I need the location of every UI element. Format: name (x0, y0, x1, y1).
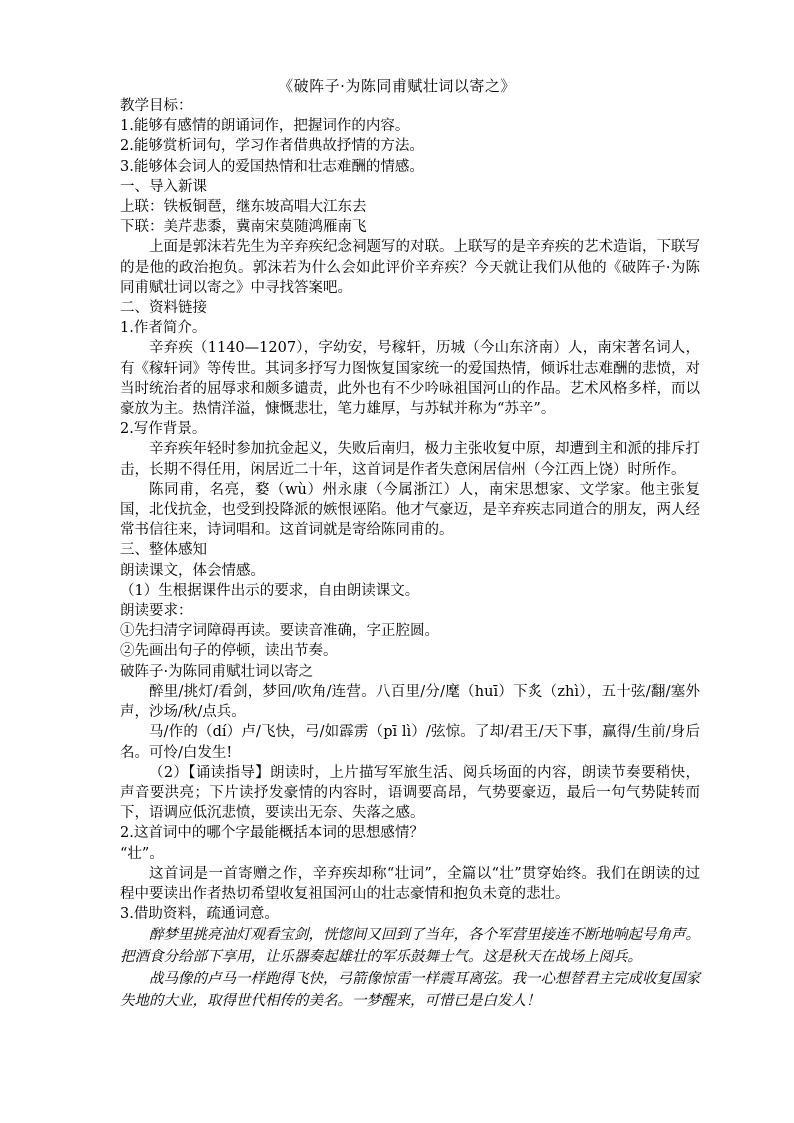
paragraph: （2）【诵读指导】朗读时，上片描写军旅生活、阅兵场面的内容，朗读节奏要稍快，声音要洪亮；下片读抒发豪情的内容时，语调要高昂，气势要豪迈，最后一句气势陡转而下，语调应低沉悲愤，要读出无奈、失落之感。 (120, 764, 700, 822)
paragraph: 陈同甫，名亮，婺（wù）州永康（今属浙江）人，南宋思想家、文学家。他主张复国，北伐抗金，也受到投降派的嫉恨诬陷。他才气豪迈，是辛弃疾志同道合的朋友，两人经常书信往来，诗词唱和。这首词就是寄给陈同甫的。 (120, 481, 700, 539)
text-line: 上联：铁板铜琶，继东坡高唱大江东去 (120, 199, 367, 216)
text-line: 朗读要求： (120, 603, 193, 620)
text-line: 1.能够有感情的朗诵词作，把握词作的内容。 (120, 118, 410, 135)
text-line: 下联：美芹悲黍，冀南宋莫随鸿雁南飞 (120, 219, 367, 236)
text-line: 朗读课文，体会情感。 (120, 562, 265, 579)
paragraph: 醉梦里挑亮油灯观看宝剑，恍惚间又回到了当年，各个军营里接连不断地响起号角声。把酒食分给部下享用，让乐器奏起雄壮的军乐鼓舞士气。这是秋天在战场上阅兵。 (120, 927, 700, 966)
document-title: 《破阵子·为陈同甫赋壮词以寄之》 (278, 77, 516, 95)
text-line: 3.借助资料，疏通词意。 (120, 906, 279, 923)
paragraph: 马/作的（dí）卢/飞快，弓/如霹雳（pī lì）/弦惊。了却/君王/天下事，赢得/生前/身后名。可怜/白发生! (120, 724, 700, 761)
text-line: 教学目标： (120, 98, 193, 114)
paragraph: 辛弃疾（1140—1207），字幼安，号稼轩，历城（今山东济南）人，南宋著名词人，有《稼轩词》等传世。其词多抒写力图恢复国家统一的爱国热情，倾诉壮志难酬的悲愤，对当时统治者的屈辱求和颇多谴责，此外也有不少吟咏祖国河山的作品。艺术风格多样，而以豪放为主。热情洋溢，慷慨悲壮，笔力雄厚，与苏轼并称为“苏辛”。 (120, 340, 700, 418)
document-body (120, 96, 700, 1012)
text-line: （1）生根据课件出示的要求，自由朗读课文。 (120, 582, 420, 599)
paragraph: 上面是郭沫若先生为辛弃疾纪念祠题写的对联。上联写的是辛弃疾的艺术造诣，下联写的是他的政治抱负。郭沫若为什么会如此评价辛弃疾？今天就让我们从他的《破阵子·为陈同甫赋壮词以寄之》中寻找答案吧。 (120, 239, 700, 296)
text-line: 3.能够体会词人的爱国热情和壮志难酬的情感。 (120, 158, 424, 175)
text-line: 2.写作背景。 (120, 421, 207, 438)
text-line: 1.作者简介。 (120, 320, 207, 337)
text-line: 二、资料链接 (120, 300, 207, 317)
paragraph: 战马像的卢马一样跑得飞快，弓箭像惊雷一样震耳离弦。我一心想替君主完成收复国家失地的大业，取得世代相传的美名。一梦醒来，可惜已是白发人！ (120, 971, 700, 1010)
paragraph: 醉里/挑灯/看剑，梦回/吹角/连营。八百里/分/麾（huī）下炙（zhì），五十弦/翻/塞外声，沙场/秋/点兵。 (120, 683, 700, 721)
text-line: “壮”。 (120, 845, 164, 862)
text-line: 三、整体感知 (120, 542, 207, 559)
text-line: 2.能够赏析词句，学习作者借典故抒情的方法。 (120, 138, 424, 155)
text-line: ②先画出句子的停顿，读出节奏。 (120, 643, 338, 660)
text-line: 破阵子·为陈同甫赋壮词以寄之 (120, 663, 314, 680)
paragraph: 这首词是一首寄赠之作，辛弃疾却称“壮词”，全篇以“壮”贯穿始终。我们在朗读的过程中要读出作者热切希望收复祖国河山的壮志豪情和抱负未竟的悲壮。 (120, 865, 700, 902)
text-line: ①先扫清字词障碍再读。要读音准确，字正腔圆。 (120, 623, 439, 640)
text-line: 2.这首词中的哪个字最能概括本词的思想感情？ (120, 825, 424, 842)
paragraph: 辛弃疾年轻时参加抗金起义，失败后南归，极力主张收复中原，却遭到主和派的排斥打击，长期不得任用，闲居近二十年，这首词是作者失意闲居信州（今江西上饶）时所作。 (120, 441, 700, 478)
text-line: 一、导入新课 (120, 178, 207, 195)
